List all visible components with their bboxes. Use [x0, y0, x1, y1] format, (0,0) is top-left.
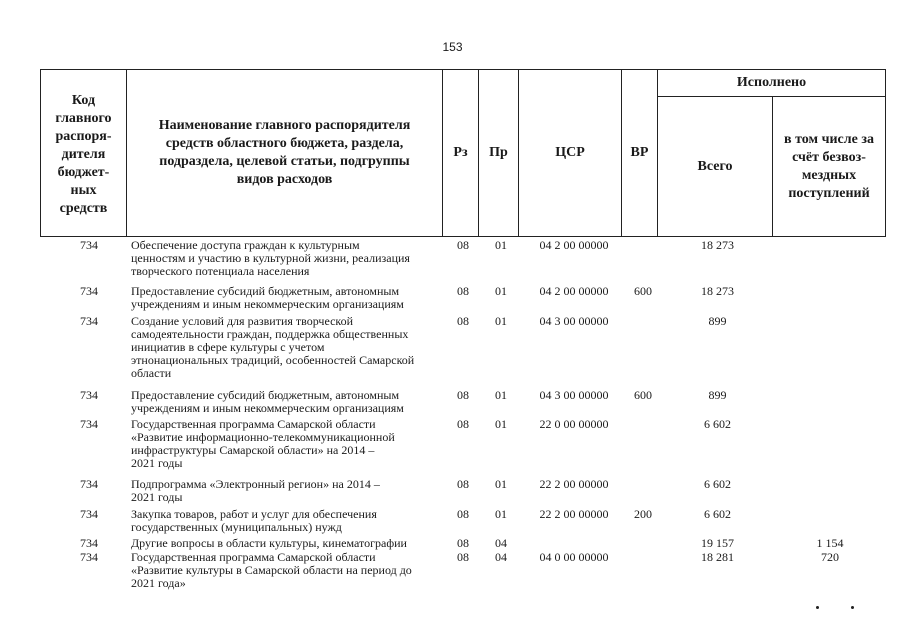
header-code-line: дителя: [61, 147, 106, 162]
cell-pr: 01: [495, 388, 507, 402]
header-code-line: распоря-: [55, 129, 112, 144]
header-name-line: видов расходов: [236, 172, 333, 187]
cell-name-line: 2021 годы: [131, 490, 183, 504]
header-vr: ВР: [630, 145, 649, 160]
cell-code: 734: [80, 314, 98, 328]
cell-name: [131, 239, 443, 278]
cell-name-line: Создание условий для развития творческой: [131, 314, 354, 328]
header-gratis-line: в том числе за: [784, 131, 874, 147]
cell-name-line: Закупка товаров, работ и услуг для обеспечения: [131, 507, 377, 521]
cell-name-line: Другие вопросы в области культуры, кинематографии: [131, 536, 407, 550]
cell-name-line: государственных (муниципальных) нужд: [131, 520, 342, 534]
page-number: 153: [442, 40, 463, 54]
header-name: [127, 69, 442, 237]
cell-code: 734: [80, 284, 98, 298]
header-code-line: главного: [55, 111, 112, 126]
cell-name: [131, 418, 443, 470]
cell-code: 734: [80, 536, 98, 550]
header-code-line: бюджет-: [57, 165, 110, 180]
cell-code: 734: [80, 388, 98, 402]
cell-csr: 04 2 00 00000: [539, 238, 609, 252]
cell-rz: 08: [457, 507, 469, 521]
header-code-line: ных: [70, 183, 97, 198]
cell-csr: 22 2 00 00000: [539, 507, 609, 521]
cell-csr: 22 2 00 00000: [539, 477, 609, 491]
scan-dot: [851, 606, 854, 609]
cell-code: 734: [80, 550, 98, 564]
header-gratis-line: поступлений: [788, 185, 870, 201]
header-gratis: [773, 97, 885, 236]
cell-name: [131, 285, 443, 311]
cell-rz: 08: [457, 477, 469, 491]
cell-rz: 08: [457, 417, 469, 431]
header-border-right: [885, 69, 886, 237]
cell-code: 734: [80, 417, 98, 431]
header-name-line: средств областного бюджета, раздела,: [165, 136, 404, 151]
cell-name-line: ценностям и участию в культурной жизни, реализация: [131, 251, 410, 265]
cell-total: 18 273: [701, 238, 734, 252]
header-gratis-line: счёт безвоз-: [792, 149, 866, 165]
cell-rz: 08: [457, 550, 469, 564]
cell-code: 734: [80, 507, 98, 521]
header-code-line: Код: [71, 93, 96, 108]
cell-rz: 08: [457, 314, 469, 328]
cell-vr: 600: [634, 284, 652, 298]
cell-vr: 200: [634, 507, 652, 521]
cell-total: 6 602: [704, 477, 731, 491]
cell-name-line: Предоставление субсидий бюджетным, автономным: [131, 388, 400, 402]
cell-total: 18 273: [701, 284, 734, 298]
header-pr: Пр: [489, 145, 508, 160]
header-executed: Исполнено: [736, 74, 807, 90]
cell-gratis: 720: [821, 550, 839, 564]
cell-name-line: учреждениям и иным некоммерческим организациям: [131, 401, 404, 415]
cell-name-line: учреждениям и иным некоммерческим организациям: [131, 297, 404, 311]
cell-name: [131, 389, 443, 415]
cell-name-line: самодеятельности граждан, поддержка общественных: [131, 327, 409, 341]
cell-vr: 600: [634, 388, 652, 402]
cell-pr: 04: [495, 550, 507, 564]
header-csr: ЦСР: [555, 145, 585, 160]
cell-pr: 01: [495, 507, 507, 521]
header-rz: Рз: [453, 145, 468, 160]
cell-rz: 08: [457, 238, 469, 252]
cell-name-line: Предоставление субсидий бюджетным, автономным: [131, 284, 400, 298]
cell-pr: 01: [495, 477, 507, 491]
cell-name-line: Государственная программа Самарской области: [131, 417, 376, 431]
cell-pr: 01: [495, 284, 507, 298]
cell-pr: 01: [495, 314, 507, 328]
cell-name: [131, 508, 443, 534]
cell-code: 734: [80, 238, 98, 252]
cell-gratis: 1 154: [816, 536, 844, 550]
cell-total: 18 281: [701, 550, 734, 564]
cell-csr: 04 3 00 00000: [539, 388, 609, 402]
cell-total: 899: [708, 388, 727, 402]
cell-rz: 08: [457, 536, 469, 550]
header-total: Всего: [697, 158, 733, 174]
cell-total: 6 602: [704, 417, 731, 431]
cell-code: 734: [80, 477, 98, 491]
cell-csr: 04 3 00 00000: [539, 314, 609, 328]
cell-name-line: инфраструктуры Самарской области» на 2014 –: [131, 443, 375, 457]
cell-name: [131, 551, 443, 590]
cell-name-line: творческого потенциала населения: [131, 264, 310, 278]
cell-name-line: Государственная программа Самарской области: [131, 550, 376, 564]
cell-name-line: «Развитие культуры в Самарской области на период до: [131, 563, 412, 577]
cell-name-line: 2021 года»: [131, 576, 186, 590]
cell-name-line: области: [131, 366, 172, 380]
cell-total: 899: [708, 314, 727, 328]
cell-pr: 01: [495, 238, 507, 252]
cell-name-line: «Развитие информационно-телекоммуникационной: [131, 430, 395, 444]
cell-pr: 01: [495, 417, 507, 431]
header-code-line: средств: [59, 201, 108, 216]
header-name-line: Наименование главного распорядителя: [158, 118, 411, 133]
cell-rz: 08: [457, 388, 469, 402]
cell-name-line: инициатив в сфере культуры с учетом: [131, 340, 325, 354]
header-code: [41, 91, 126, 219]
cell-total: 6 602: [704, 507, 731, 521]
cell-name: [131, 537, 443, 550]
table-header: [40, 69, 886, 237]
cell-name-line: 2021 годы: [131, 456, 183, 470]
cell-csr: 04 0 00 00000: [539, 550, 609, 564]
cell-name: [131, 478, 443, 504]
cell-csr: 04 2 00 00000: [539, 284, 609, 298]
cell-pr: 04: [495, 536, 507, 550]
cell-name-line: этнонациональных традиций, особенностей Самарской: [131, 353, 415, 367]
cell-csr: 22 0 00 00000: [539, 417, 609, 431]
cell-rz: 08: [457, 284, 469, 298]
header-name-line: подраздела, целевой статьи, подгруппы: [159, 154, 410, 169]
cell-name-line: Обеспечение доступа граждан к культурным: [131, 238, 360, 252]
header-gratis-line: мездных: [801, 167, 857, 183]
cell-total: 19 157: [701, 536, 734, 550]
cell-name-line: Подпрограмма «Электронный регион» на 2014 –: [131, 477, 380, 491]
scan-dot: [816, 606, 819, 609]
cell-name: [131, 315, 443, 380]
